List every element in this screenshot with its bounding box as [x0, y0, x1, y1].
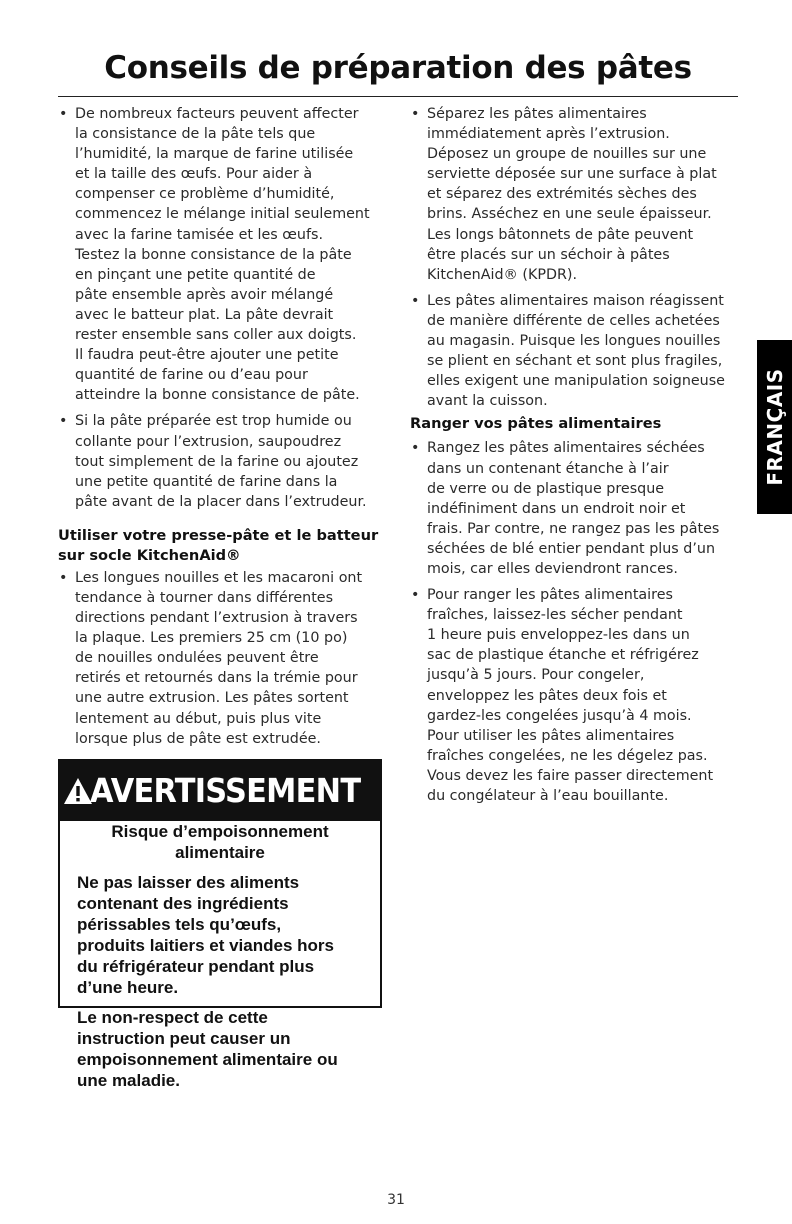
right-bullet-1	[410, 104, 740, 285]
right-bullet-3-lines	[427, 438, 740, 579]
left-bullet-1-lines	[75, 104, 390, 405]
text-line: Les pâtes alimentaires maison réagissent	[427, 292, 724, 309]
text-line: mois, car elles deviendront rances.	[427, 560, 678, 577]
bullet-icon: •	[411, 587, 420, 604]
bullet-icon: •	[411, 292, 420, 309]
text-line: dans un contenant étanche à l’air	[427, 460, 669, 477]
left-bullet-3	[58, 568, 390, 749]
section-heading-ranger	[410, 414, 740, 434]
text-line: quantité de farine ou d’eau pour	[75, 367, 308, 384]
text-line: une autre extrusion. Les pâtes sortent	[75, 690, 349, 707]
warning-triangle-icon	[63, 776, 93, 806]
text-line: se plient en séchant et sont plus fragiles,	[427, 353, 723, 370]
warning-heading	[60, 821, 380, 863]
text-line: lentement au début, puis plus vite	[75, 710, 322, 727]
text-line: du réfrigérateur pendant plus	[77, 957, 315, 976]
text-line: tout simplement de la farine ou ajoutez	[75, 453, 359, 470]
text-line: De nombreux facteurs peuvent affecter	[75, 106, 359, 122]
left-bullet-1	[58, 104, 390, 405]
warning-banner	[60, 761, 380, 821]
text-line: 1 heure puis enveloppez-les dans un	[427, 627, 690, 644]
text-line: Pour utiliser les pâtes alimentaires	[427, 727, 675, 744]
text-line: retirés et retournés dans la trémie pour	[75, 670, 358, 687]
right-bullet-2-lines	[427, 291, 740, 412]
right-bullet-3	[410, 438, 740, 579]
title-divider	[58, 96, 738, 97]
text-line: brins. Asséchez en une seule épaisseur.	[427, 206, 712, 223]
text-line: immédiatement après l’extrusion.	[427, 126, 670, 143]
text-line: de nouilles ondulées peuvent être	[75, 650, 319, 667]
text-line: séchées de blé entier pendant plus d’un	[427, 540, 716, 557]
text-line: et la taille des œufs. Pour aider à	[75, 166, 313, 183]
text-line: jusqu’à 5 jours. Pour congeler,	[427, 667, 645, 684]
text-line: indéfiniment dans un endroit noir et	[427, 500, 686, 517]
text-line: serviette déposée sur une surface à plat	[427, 166, 717, 183]
text-line: de verre ou de plastique presque	[427, 480, 665, 497]
text-line: instruction peut causer un	[77, 1029, 291, 1048]
text-line: l’humidité, la marque de farine utilisée	[75, 146, 354, 163]
text-line: de manière différente de celles achetées	[427, 312, 720, 329]
text-line: avec la farine tamisée et les œufs.	[75, 226, 324, 243]
text-line: avec le batteur plat. La pâte devrait	[75, 306, 334, 323]
text-line: empoisonnement alimentaire ou	[77, 1050, 338, 1069]
section-heading-presse-pate	[58, 526, 390, 566]
text-line: d’une heure.	[77, 978, 179, 997]
text-line: la plaque. Les premiers 25 cm (10 po)	[75, 630, 348, 647]
text-line: la consistance de la pâte tels que	[75, 126, 316, 143]
left-bullet-2-lines	[75, 411, 390, 511]
text-line: lorsque plus de pâte est extrudée.	[75, 730, 321, 747]
text-line: collante pour l’extrusion, saupoudrez	[75, 433, 342, 450]
text-line: Les longs bâtonnets de pâte peuvent	[427, 226, 694, 243]
text-line: Risque d’empoisonnement	[111, 822, 329, 841]
text-line: Ranger vos pâtes alimentaires	[410, 415, 662, 433]
right-bullet-1-lines	[427, 104, 740, 285]
text-line: pâte ensemble après avoir mélangé	[75, 286, 334, 303]
page-title: Conseils de préparation des pâtes	[104, 50, 692, 86]
text-line: Si la pâte préparée est trop humide ou	[75, 413, 352, 430]
right-bullet-4	[410, 585, 740, 806]
right-column	[410, 104, 740, 812]
text-line: alimentaire	[175, 843, 265, 862]
text-line: fraîches, laissez-les sécher pendant	[427, 607, 683, 624]
text-line: Testez la bonne consistance de la pâte	[75, 246, 352, 263]
text-line: au magasin. Puisque les longues nouilles	[427, 333, 721, 350]
text-line: frais. Par contre, ne rangez pas les pâtes	[427, 520, 720, 537]
text-line: périssables tels qu’œufs,	[77, 915, 282, 934]
text-line: du congélateur à l’eau bouillante.	[427, 788, 669, 804]
text-line: produits laitiers et viandes hors	[77, 936, 334, 955]
text-line: Ne pas laisser des aliments	[77, 873, 300, 892]
text-line: commencez le mélange initial seulement	[75, 206, 370, 223]
bullet-icon: •	[411, 440, 420, 457]
left-column	[58, 104, 390, 755]
page-number: 31	[387, 1192, 405, 1208]
text-line: contenant des ingrédients	[77, 894, 289, 913]
right-bullet-4-lines	[427, 585, 740, 806]
text-line: Utiliser votre presse-pâte et le batteur	[58, 526, 379, 544]
text-line: une maladie.	[77, 1071, 180, 1090]
text-line: Rangez les pâtes alimentaires séchées	[427, 440, 705, 457]
text-line: sac de plastique étanche et réfrigérez	[427, 647, 699, 664]
text-line: et séparez des extrémités sèches des	[427, 186, 697, 203]
text-line: une petite quantité de farine dans la	[75, 473, 338, 490]
text-line: elles exigent une manipulation soigneuse	[427, 373, 725, 390]
text-line: être placés sur un séchoir à pâtes	[427, 246, 670, 263]
text-line: sur socle KitchenAid®	[58, 546, 241, 564]
text-line: Séparez les pâtes alimentaires	[427, 106, 647, 122]
text-line: Déposez un groupe de nouilles sur une	[427, 146, 707, 163]
bullet-icon: •	[59, 106, 68, 122]
text-line: avant la cuisson.	[427, 393, 548, 410]
warning-text-2	[77, 1007, 372, 1091]
text-line: tendance à tourner dans différentes	[75, 589, 334, 606]
left-bullet-3-lines	[75, 568, 390, 749]
text-line: fraîches congelées, ne les dégelez pas.	[427, 747, 708, 764]
text-line: en pinçant une petite quantité de	[75, 266, 316, 283]
bullet-icon: •	[411, 106, 420, 122]
text-line: rester ensemble sans coller aux doigts.	[75, 327, 357, 344]
right-bullet-2	[410, 291, 740, 412]
text-line: KitchenAid® (KPDR).	[427, 266, 578, 283]
text-line: Il faudra peut-être ajouter une petite	[75, 347, 339, 364]
text-line: pâte avant de la placer dans l’extrudeur.	[75, 493, 367, 510]
text-line: directions pendant l’extrusion à travers	[75, 610, 358, 627]
warning-text-1	[77, 872, 372, 998]
text-line: enveloppez les pâtes deux fois et	[427, 687, 667, 704]
bullet-icon: •	[59, 413, 68, 430]
text-line: compenser ce problème d’humidité,	[75, 186, 335, 203]
bullet-icon: •	[59, 569, 68, 586]
text-line: gardez-les congelées jusqu’à 4 mois.	[427, 707, 692, 724]
text-line: atteindre la bonne consistance de pâte.	[75, 387, 360, 404]
left-bullet-2	[58, 411, 390, 511]
language-tab	[757, 340, 792, 514]
text-line: Les longues nouilles et les macaroni ont	[75, 569, 363, 586]
text-line: Vous devez les faire passer directement	[427, 767, 714, 784]
warning-box	[58, 759, 382, 1090]
text-line: Pour ranger les pâtes alimentaires	[427, 587, 673, 604]
language-tab-label: FRANÇAIS	[762, 368, 787, 486]
warning-title: AVERTISSEMENT	[90, 771, 361, 810]
text-line: Le non-respect de cette	[77, 1008, 268, 1027]
